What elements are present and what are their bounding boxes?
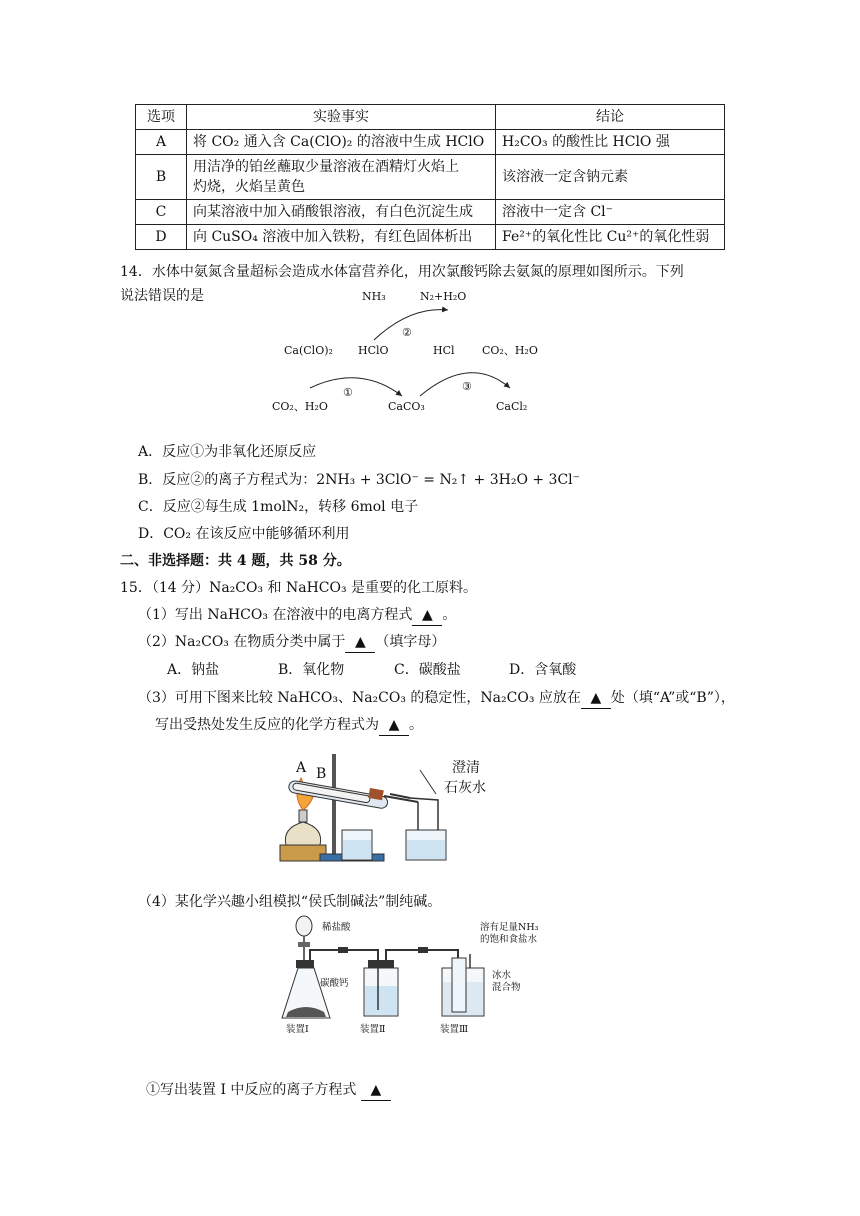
q14-stem-line1: 14．水体中氨氮含量超标会造成水体富营养化，用次氯酸钙除去氨氮的原理如图所示。下列 [120,264,684,280]
q14-option-d: D．CO₂ 在该反应中能够循环利用 [138,526,350,542]
conclusion-cell: H₂CO₃ 的酸性比 HClO 强 [496,130,725,155]
q15-part2-option: B．氧化物 [278,662,345,678]
q15-part3-line1 [138,688,735,709]
q13-table [135,104,725,250]
heating-apparatus-figure [270,750,500,874]
label-co2-h2o-left: CO₂、H₂O [272,400,328,413]
answer-blank: ▲ [581,688,611,709]
q15-sub1 [146,1080,391,1101]
answer-blank: ▲ [345,632,375,653]
header-conclusion: 结论 [496,105,725,130]
reaction-tube [452,958,466,1012]
reaction-cycle-diagram [270,284,570,420]
table-row [136,225,725,250]
label-cacl2: CaCl₂ [496,400,528,413]
option-cell: D [136,225,187,250]
label-b: B [316,766,327,782]
part3-text: （3）可用下图来比较 NaHCO₃、Na₂CO₃ 的稳定性，Na₂CO₃ 应放在 [138,690,581,706]
tube-clamp [338,947,348,953]
table-row [136,200,725,225]
arrow-step1 [310,378,402,396]
q15-part2-option: D．含氧酸 [509,662,577,678]
fact-cell: 将 CO₂ 通入含 Ca(ClO)₂ 的溶液中生成 HClO [187,130,496,155]
part3-text: 写出受热处发生反应的化学方程式为 [155,717,379,733]
callout-line [420,770,436,794]
tube-clamp [418,947,428,953]
label-device-2: 装置Ⅱ [360,1024,386,1035]
label-a: A [296,760,307,776]
option-cell: A [136,130,187,155]
part2-text: （2）Na₂CO₃ 在物质分类中属于 [138,634,346,650]
option-cell: B [136,155,187,200]
answer-blank: ▲ [412,605,442,626]
table-header-row [136,105,725,130]
q14-option-b: B．反应②的离子方程式为：2NH₃ + 3ClO⁻ = N₂↑ + 3H₂O + 3Cl⁻ [138,472,581,488]
conclusion-cell: Fe²⁺的氧化性比 Cu²⁺的氧化性弱 [496,225,725,250]
alcohol-lamp [285,822,320,845]
stand-rod [332,754,336,858]
label-n2-h2o: N₂+H₂O [420,290,467,303]
label-calcium-carbonate: 碳酸钙 [320,978,349,989]
q14-option-a: A．反应①为非氧化还原反应 [138,444,317,460]
label-limewater-1: 澄清 [452,760,480,776]
label-co2-h2o-right: CO₂、H₂O [482,344,538,357]
label-ice-water-1: 冰水 [492,970,512,981]
fact-line: 用洁净的铂丝蘸取少量溶液在酒精灯火焰上 [193,159,459,175]
lamp-wick [299,810,307,822]
label-step1: ① [343,386,353,399]
q15-part1 [138,605,456,626]
part1-end: 。 [442,607,457,623]
label-dilute-hcl: 稀盐酸 [322,922,351,933]
q15-part3-line2 [155,715,423,736]
label-ice-water-2: 混合物 [492,982,521,993]
fact-cell: 向某溶液中加入硝酸银溶液，有白色沉淀生成 [187,200,496,225]
table-row [136,130,725,155]
label-nh3-brine-1: 溶有足量NH₃ [480,922,539,933]
q14-stem-line2: 说法错误的是 [120,288,204,304]
part3-hint: 处（填“A”或“B”）， [610,690,735,706]
table-row [136,155,725,200]
header-fact: 实验事实 [187,105,496,130]
fact-cell [187,155,496,200]
sub1-text: ①写出装置 I 中反应的离子方程式 [146,1082,357,1098]
section-heading: 二、非选择题：共 4 题，共 58 分。 [120,553,351,569]
limewater-right [407,840,445,859]
answer-blank: ▲ [361,1080,391,1101]
stopper-2 [368,960,394,968]
q15-part2-option: A．钠盐 [167,662,220,678]
lamp-stand [280,845,326,861]
limewater-left [343,840,371,859]
conclusion-cell: 溶液中一定含 Cl⁻ [496,200,725,225]
label-step3: ③ [462,380,472,393]
q15-title: 15．（14 分）Na₂CO₃ 和 NaHCO₃ 是重要的化工原料。 [120,580,478,596]
label-step2: ② [402,326,412,339]
label-device-3: 装置Ⅲ [440,1024,469,1035]
label-device-1: 装置Ⅰ [286,1024,309,1035]
fact-line: 灼烧，火焰呈黄色 [193,179,305,195]
conclusion-cell: 该溶液一定含钠元素 [496,155,725,200]
label-hclo: HClO [358,344,389,357]
fact-cell: 向 CuSO₄ 溶液中加入铁粉，有红色固体析出 [187,225,496,250]
stopper-1 [296,960,314,968]
label-nh3: NH₃ [362,290,386,303]
label-caco3: CaCO₃ [388,400,425,413]
label-limewater-2: 石灰水 [444,780,486,796]
label-nh3-brine-2: 的饱和食盐水 [480,934,538,945]
stopcock [298,942,310,947]
wash-liquid [365,986,397,1015]
option-cell: C [136,200,187,225]
q15-part2 [138,632,445,653]
hou-process-apparatus-figure [278,912,548,1038]
part1-text: （1）写出 NaHCO₃ 在溶液中的电离方程式 [138,607,413,623]
separatory-funnel [296,916,312,936]
part3-end: 。 [409,717,423,733]
answer-blank: ▲ [379,715,409,736]
q15-part2-option: C．碳酸盐 [394,662,461,678]
label-caclo2: Ca(ClO)₂ [284,344,333,357]
label-hcl: HCl [433,344,455,357]
part2-hint: （填字母） [375,634,446,650]
q15-part4: （4）某化学兴趣小组模拟“侯氏制碱法”制纯碱。 [138,894,442,910]
q14-option-c: C．反应②每生成 1molN₂，转移 6mol 电子 [138,499,419,515]
header-option: 选项 [136,105,187,130]
